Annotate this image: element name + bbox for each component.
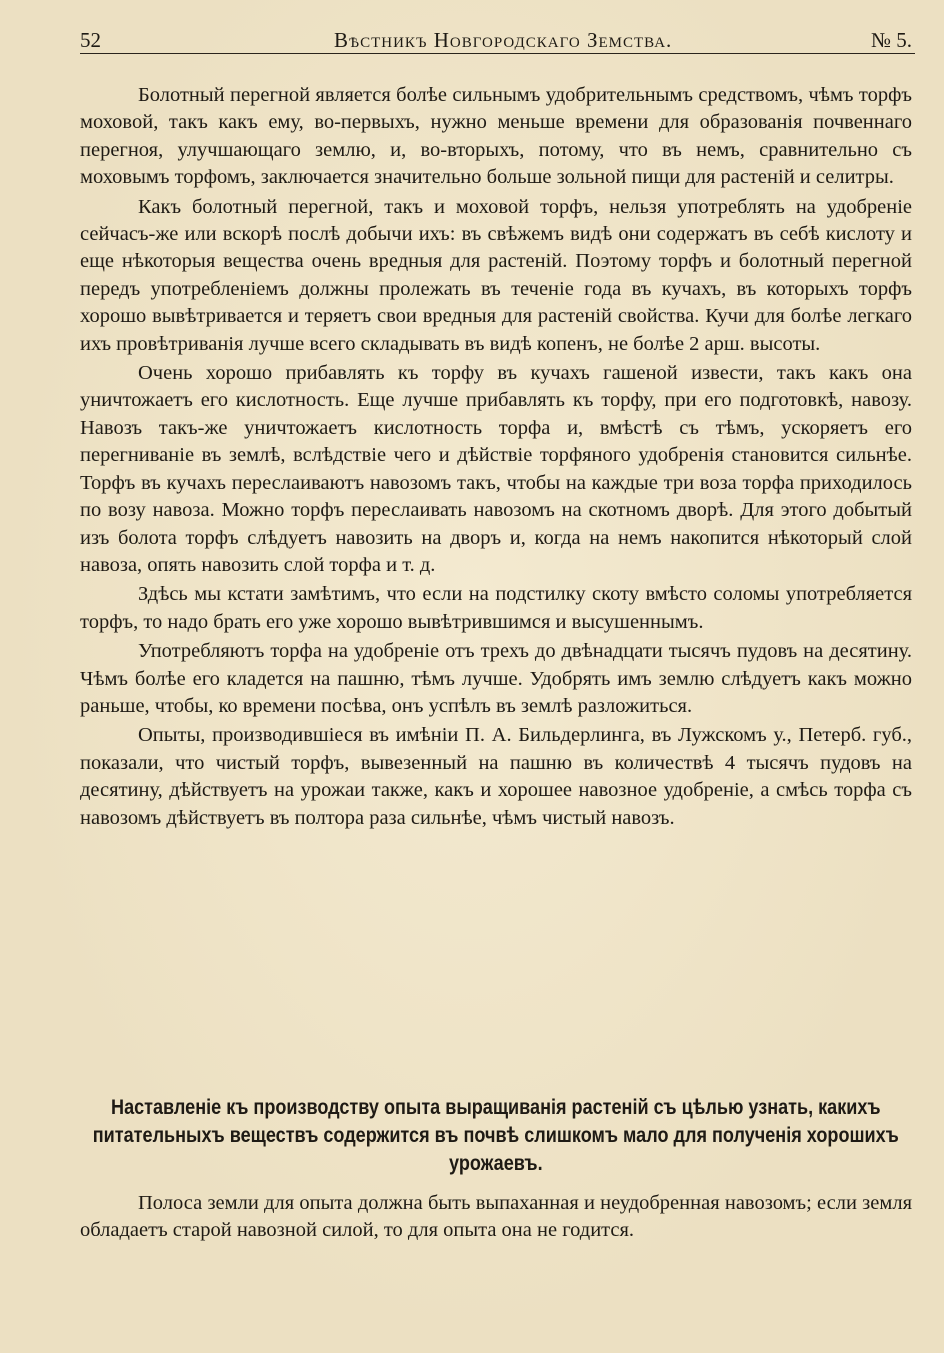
journal-title: Вѣстникъ Новгородскаго Земства. (334, 28, 673, 52)
section-body (80, 1190, 912, 1245)
page-number: 52 (80, 28, 101, 52)
article-body (80, 82, 912, 834)
paragraph: Болотный перегной является болѣе сильнымъ удобрительнымъ средствомъ, чѣмъ торфъ моховой, такъ какъ ему, во-первыхъ, нужно меньше времени для образованія почвеннаго перегноя, улучшающаго землю, и, во-вторыхъ, потому, что въ немъ, сравнительно съ моховымъ торфомъ, заключается значительно больше зольной пищи для растеній и селитры. (80, 84, 912, 189)
paragraph: Здѣсь мы кстати замѣтимъ, что если на подстилку скоту вмѣсто соломы употребляется торфъ, то надо брать его уже хорошо вывѣтрившимся и высушеннымъ. (80, 583, 912, 633)
header-rule (80, 53, 915, 54)
issue-number: № 5. (870, 28, 912, 52)
paragraph: Опыты, производившіеся въ имѣніи П. А. Бильдерлинга, въ Лужскомъ у., Петерб. губ., показали, что чистый торфъ, вывезенный на пашню въ количествѣ 4 тысячъ пудовъ на десятину, дѣйствуетъ на урожаи также, какъ и хорошее навозное удобреніе, а смѣсь торфа съ навозомъ дѣйствуетъ въ полтора раза сильнѣе, чѣмъ чистый навозъ. (80, 724, 912, 829)
paragraph: Употребляютъ торфа на удобреніе отъ трехъ до двѣнадцати тысячъ пудовъ на десятину. Чѣмъ болѣе его кладется на пашню, тѣмъ лучше. Удобрять имъ землю слѣдуетъ какъ можно раньше, чтобы, ко времени посѣва, онъ успѣлъ въ землѣ разложиться. (80, 640, 912, 717)
paragraph: Очень хорошо прибавлять къ торфу въ кучахъ гашеной извести, такъ какъ она уничтожаетъ его кислотность. Еще лучше прибавлять къ торфу, при его подготовкѣ, навозу. Навозъ такъ-же уничтожаетъ кислотность торфа и, вмѣстѣ съ тѣмъ, ускоряетъ его перегниваніе въ землѣ, вслѣдствіе чего и дѣйствіе торфяного удобренія становится сильнѣе. Торфъ въ кучахъ переслаиваютъ навозомъ такъ, чтобы на каждые три воза торфа приходилось по возу навоза. Можно торфъ переслаивать навозомъ на скотномъ дворѣ. Для этого добытый изъ болота торфъ слѣдуетъ навозить на дворъ и, когда на немъ накопится нѣкоторый слой навоза, опять навозить слой торфа и т. д. (80, 362, 912, 576)
section-heading: Наставленіе къ производству опыта выращиванія растеній съ цѣлью узнать, какихъ питательныхъ веществъ содержится въ почвѣ слишкомъ мало для полученія хорошихъ урожаевъ. (92, 1096, 899, 1175)
paragraph: Какъ болотный перегной, такъ и моховой торфъ, нельзя употреблять на удобреніе сейчасъ-же или вскорѣ послѣ добычи ихъ: въ свѣжемъ видѣ они содержатъ въ себѣ кислоту и еще нѣкоторыя вещества очень вредныя для растеній. Поэтому торфъ и болотный перегной передъ употребленіемъ должны пролежать въ теченіе года въ кучахъ, въ которыхъ торфъ хорошо вывѣтривается и теряетъ свои вредныя для растеній свойства. Кучи для болѣе легкаго ихъ провѣтриванія лучше всего складывать въ видѣ копенъ, не болѣе 2 арш. высоты. (80, 195, 912, 355)
running-header (80, 28, 912, 54)
paragraph: Полоса земли для опыта должна быть выпаханная и неудобренная навозомъ; если земля обладаетъ старой навозной силой, то для опыта она не годится. (80, 1192, 912, 1242)
